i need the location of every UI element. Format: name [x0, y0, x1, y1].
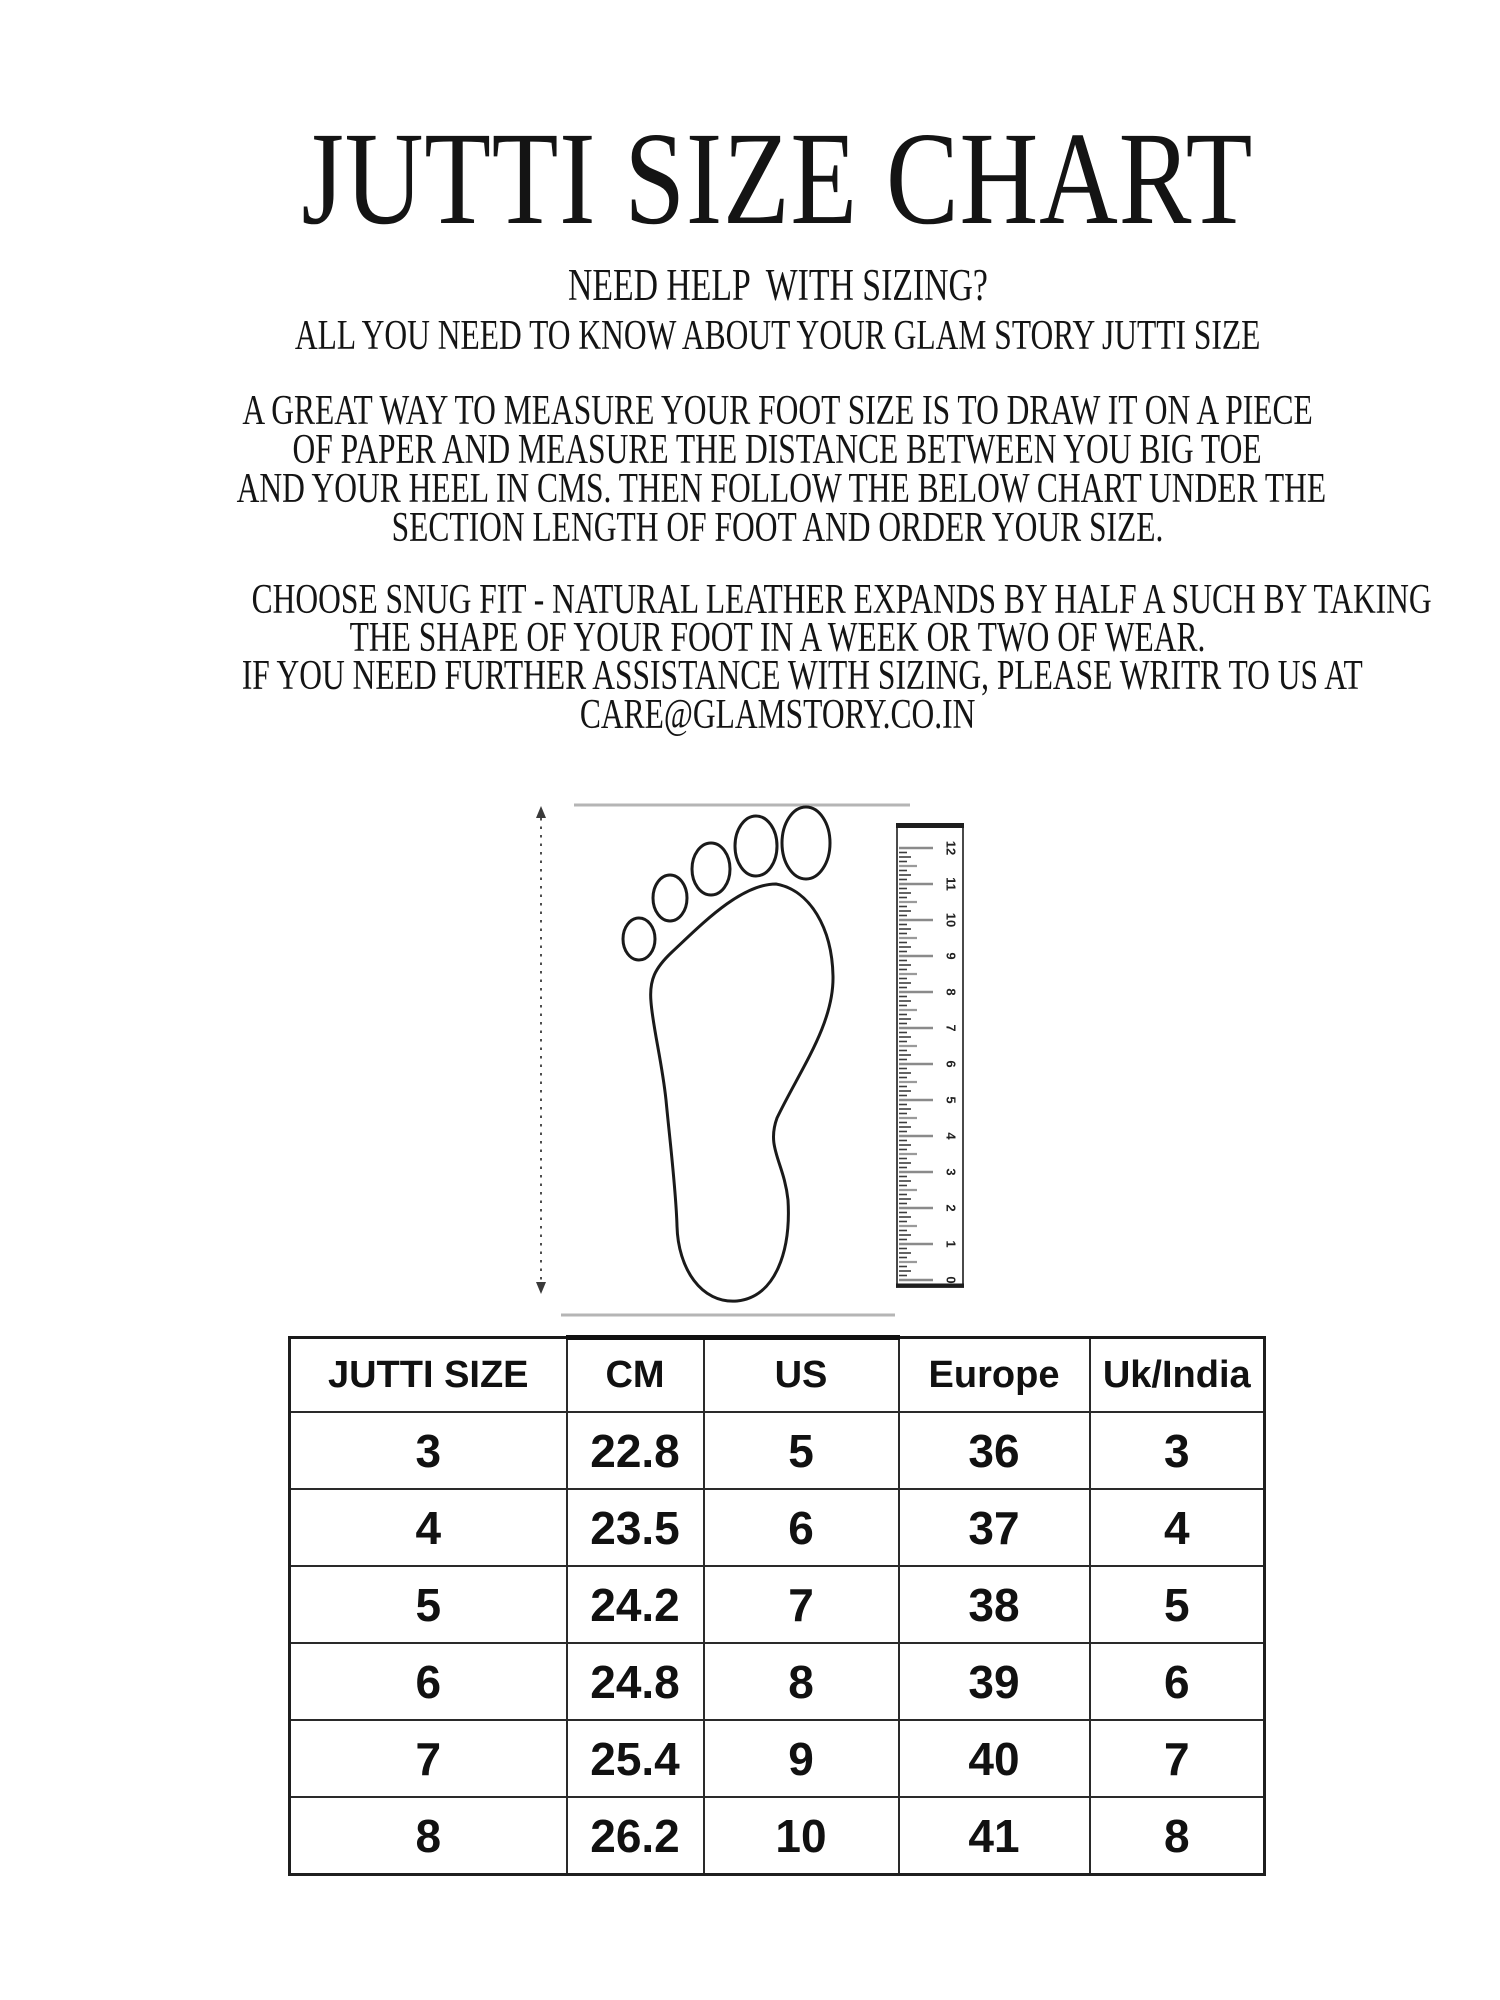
size-cell: 3 [1090, 1412, 1265, 1489]
advice-line: CHOOSE SNUG FIT - NATURAL LEATHER EXPANDS BY HALF A SUCH BY TAKING [251, 577, 1432, 623]
size-cell: 4 [290, 1489, 567, 1566]
intro-text: ALL YOU NEED TO KNOW ABOUT YOUR GLAM STORY JUTTI SIZE [294, 313, 1261, 359]
size-cell: 41 [899, 1797, 1090, 1875]
measure-instructions [55, 388, 1500, 551]
toe-ellipse-big [782, 807, 830, 879]
size-cell: 40 [899, 1720, 1090, 1797]
foot-outline [651, 884, 833, 1301]
table-row [290, 1412, 1265, 1489]
size-cell: 26.2 [567, 1797, 704, 1875]
column-header: JUTTI SIZE [290, 1338, 567, 1413]
subtitle [55, 260, 1500, 310]
toe-ellipse-fourth [653, 875, 687, 921]
footprint [623, 807, 833, 1301]
size-cell: 22.8 [567, 1412, 704, 1489]
size-cell: 3 [290, 1412, 567, 1489]
ruler-number: 8 [943, 988, 959, 996]
size-cell: 23.5 [567, 1489, 704, 1566]
size-cell: 7 [704, 1566, 899, 1643]
table-row [290, 1720, 1265, 1797]
toe-ellipse-little [623, 918, 655, 960]
page-title [55, 104, 1500, 252]
size-cell: 7 [290, 1720, 567, 1797]
ruler-number: 9 [943, 952, 959, 960]
size-cell: 9 [704, 1720, 899, 1797]
size-cell: 37 [899, 1489, 1090, 1566]
advice-line: IF YOU NEED FURTHER ASSISTANCE WITH SIZING, PLEASE WRITR TO US AT [241, 653, 1363, 699]
toe-ellipse-second [735, 816, 777, 876]
ruler-number: 7 [943, 1024, 959, 1032]
size-cell: 8 [1090, 1797, 1265, 1875]
ruler-number: 12 [943, 840, 959, 856]
size-cell: 7 [1090, 1720, 1265, 1797]
size-cell: 36 [899, 1412, 1090, 1489]
page-title-text: JUTTI SIZE CHART [301, 104, 1254, 252]
size-cell: 25.4 [567, 1720, 704, 1797]
ruler-number: 1 [943, 1240, 959, 1248]
ruler-number: 10 [943, 912, 959, 928]
table-row [290, 1797, 1265, 1875]
arrowhead-down-icon [536, 1282, 546, 1294]
intro-line [55, 315, 1500, 357]
size-cell: 6 [290, 1643, 567, 1720]
column-header: Europe [899, 1338, 1090, 1413]
column-header: CM [567, 1338, 704, 1413]
instruction-line: OF PAPER AND MEASURE THE DISTANCE BETWEEN YOU BIG TOE [292, 427, 1263, 473]
size-cell: 6 [704, 1489, 899, 1566]
ruler [896, 824, 964, 1287]
advice-line: THE SHAPE OF YOUR FOOT IN A WEEK OR TWO OF WEAR. [349, 615, 1206, 661]
ruler-number: 3 [943, 1168, 959, 1176]
instruction-line: SECTION LENGTH OF FOOT AND ORDER YOUR SIZE. [391, 505, 1164, 551]
table-row [290, 1566, 1265, 1643]
size-table [288, 1335, 1266, 1876]
fit-advice [55, 577, 1500, 699]
instruction-line: A GREAT WAY TO MEASURE YOUR FOOT SIZE IS TO DRAW IT ON A PIECE [242, 388, 1313, 434]
measure-arrow [536, 806, 546, 1294]
subtitle-text: NEED HELP WITH SIZING? [567, 260, 988, 310]
table-row [290, 1489, 1265, 1566]
size-cell: 24.8 [567, 1643, 704, 1720]
ruler-number: 6 [943, 1060, 959, 1068]
size-cell: 8 [704, 1643, 899, 1720]
ruler-number: 2 [943, 1204, 959, 1212]
size-cell: 8 [290, 1797, 567, 1875]
foot-measure-diagram [500, 780, 980, 1340]
contact-email [55, 694, 1500, 736]
size-cell: 24.2 [567, 1566, 704, 1643]
size-cell: 5 [1090, 1566, 1265, 1643]
ruler-number: 4 [943, 1132, 959, 1140]
size-cell: 10 [704, 1797, 899, 1875]
size-cell: 5 [704, 1412, 899, 1489]
table-row [290, 1643, 1265, 1720]
ruler-number: 5 [943, 1096, 959, 1104]
arrowhead-up-icon [536, 806, 546, 818]
column-header: Uk/India [1090, 1338, 1265, 1413]
toe-ellipse-middle [692, 843, 730, 895]
size-cell: 5 [290, 1566, 567, 1643]
size-cell: 39 [899, 1643, 1090, 1720]
contact-email-text: CARE@GLAMSTORY.CO.IN [579, 692, 976, 738]
column-header: US [704, 1338, 899, 1413]
size-cell: 38 [899, 1566, 1090, 1643]
ruler-number: 0 [943, 1276, 959, 1284]
size-cell: 6 [1090, 1643, 1265, 1720]
ruler-number: 11 [943, 877, 959, 891]
size-cell: 4 [1090, 1489, 1265, 1566]
instruction-line: AND YOUR HEEL IN CMS. THEN FOLLOW THE BELOW CHART UNDER THE [236, 466, 1327, 512]
size-table-header-row [290, 1338, 1265, 1413]
